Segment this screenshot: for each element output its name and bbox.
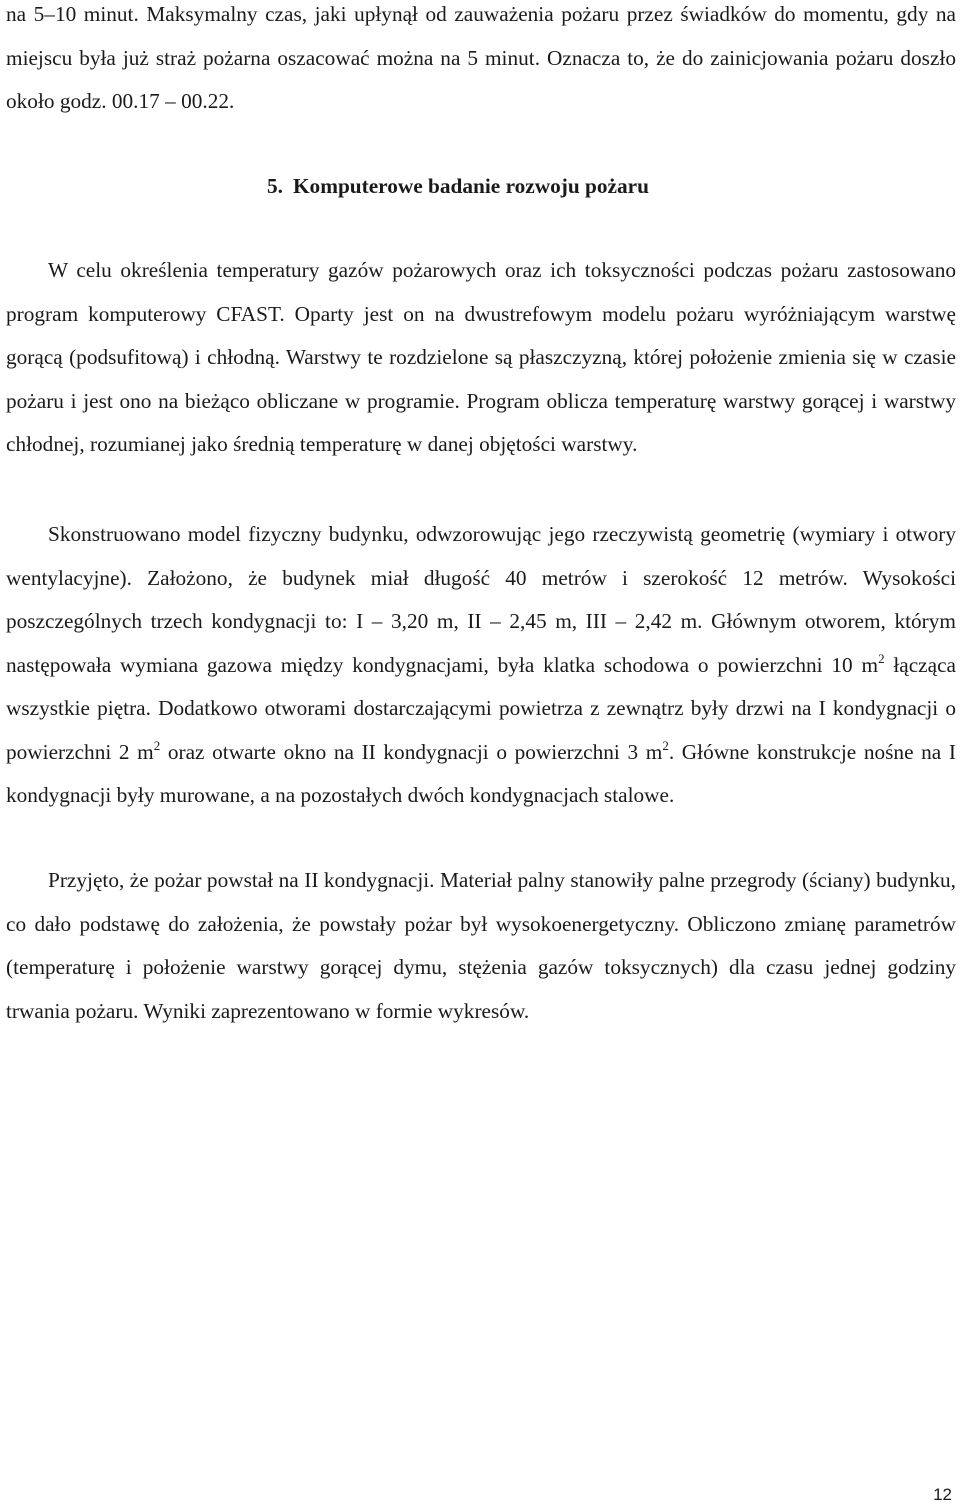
- section-heading: [267, 168, 649, 204]
- superscript: 2: [153, 737, 161, 753]
- section-title: Komputerowe badanie rozwoju pożaru: [292, 174, 649, 198]
- paragraph-text: . Główne konstrukcje nośne na I kondygnacji były murowane, a na pozostałych dwóch kondygnacjach stalowe.: [6, 739, 956, 807]
- paragraph-cfast: W celu określenia temperatury gazów pożarowych oraz ich toksyczności podczas pożaru zastosowano program komputerowy CFAST. Oparty jest on na dwustrefowym modelu pożaru wyróżniającym warstwę gorącą (podsufitową) i chłodną. Warstwy te rozdzielone są płaszczyzną, której położenie zmienia się w czasie pożaru i jest ono na bieżąco obliczane w programie. Program oblicza temperaturę warstwy gorącej i warstwy chłodnej, rozumianej jako średnią temperaturę w danej objętości warstwy.: [6, 258, 956, 456]
- paragraph-building-model: [6, 513, 956, 818]
- section-number: 5.: [267, 174, 283, 198]
- page-number: 12: [933, 1485, 952, 1504]
- paragraph-assumptions: Przyjęto, że pożar powstał na II kondygnacji. Materiał palny stanowiły palne przegrody (ściany) budynku, co dało podstawę do założenia, że powstały pożar był wysokoenergetyczny. Obliczono zmianę parametrów (temperaturę i położenie warstwy gorącej dymu, stężenia gazów toksycznych) dla czasu jednej godziny trwania pożaru. Wyniki zaprezentowano w formie wykresów.: [6, 868, 956, 1023]
- intro-paragraph: na 5–10 minut. Maksymalny czas, jaki upłynął od zauważenia pożaru przez świadków do momentu, gdy na miejscu była już straż pożarna oszacować można na 5 minut. Oznacza to, że do zainicjowania pożaru doszło około godz. 00.17 – 00.22.: [6, 2, 956, 113]
- paragraph-text: łącząca wszystkie piętra. Dodatkowo otworami dostarczającymi powietrza z zewnątrz były drzwi na I kondygnacji o powierzchni 2 m: [6, 652, 956, 764]
- superscript: 2: [662, 737, 669, 753]
- paragraph-text: Skonstruowano model fizyczny budynku, odwzorowując jego rzeczywistą geometrię (wymiary i otwory wentylacyjne). Założono, że budynek miał długość 40 metrów i szerokość 12 metrów. Wysokości poszczególnych trzech kondygnacji to: I – 3,20 m, II – 2,45 m, III – 2,42 m. Głównym otworem, którym następowała wymiana gazowa między kondygnacjami, była klatka schodowa o powierzchni 10 m: [6, 522, 956, 677]
- superscript: 2: [878, 650, 885, 666]
- paragraph-text: oraz otwarte okno na II kondygnacji o powierzchni 3 m: [160, 739, 663, 764]
